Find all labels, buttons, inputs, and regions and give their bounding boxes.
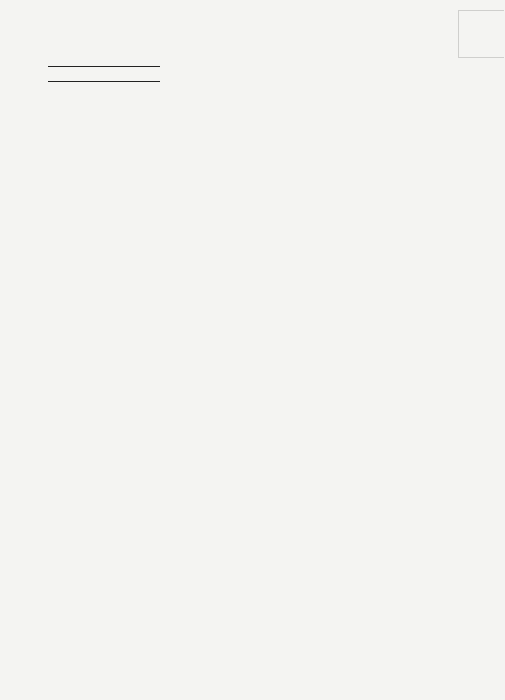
title-rule-top xyxy=(48,66,160,67)
crochet-diagram xyxy=(192,72,454,677)
bleed-through-box xyxy=(458,10,504,58)
page-footer xyxy=(48,676,54,683)
title-rule-bottom xyxy=(48,81,160,82)
